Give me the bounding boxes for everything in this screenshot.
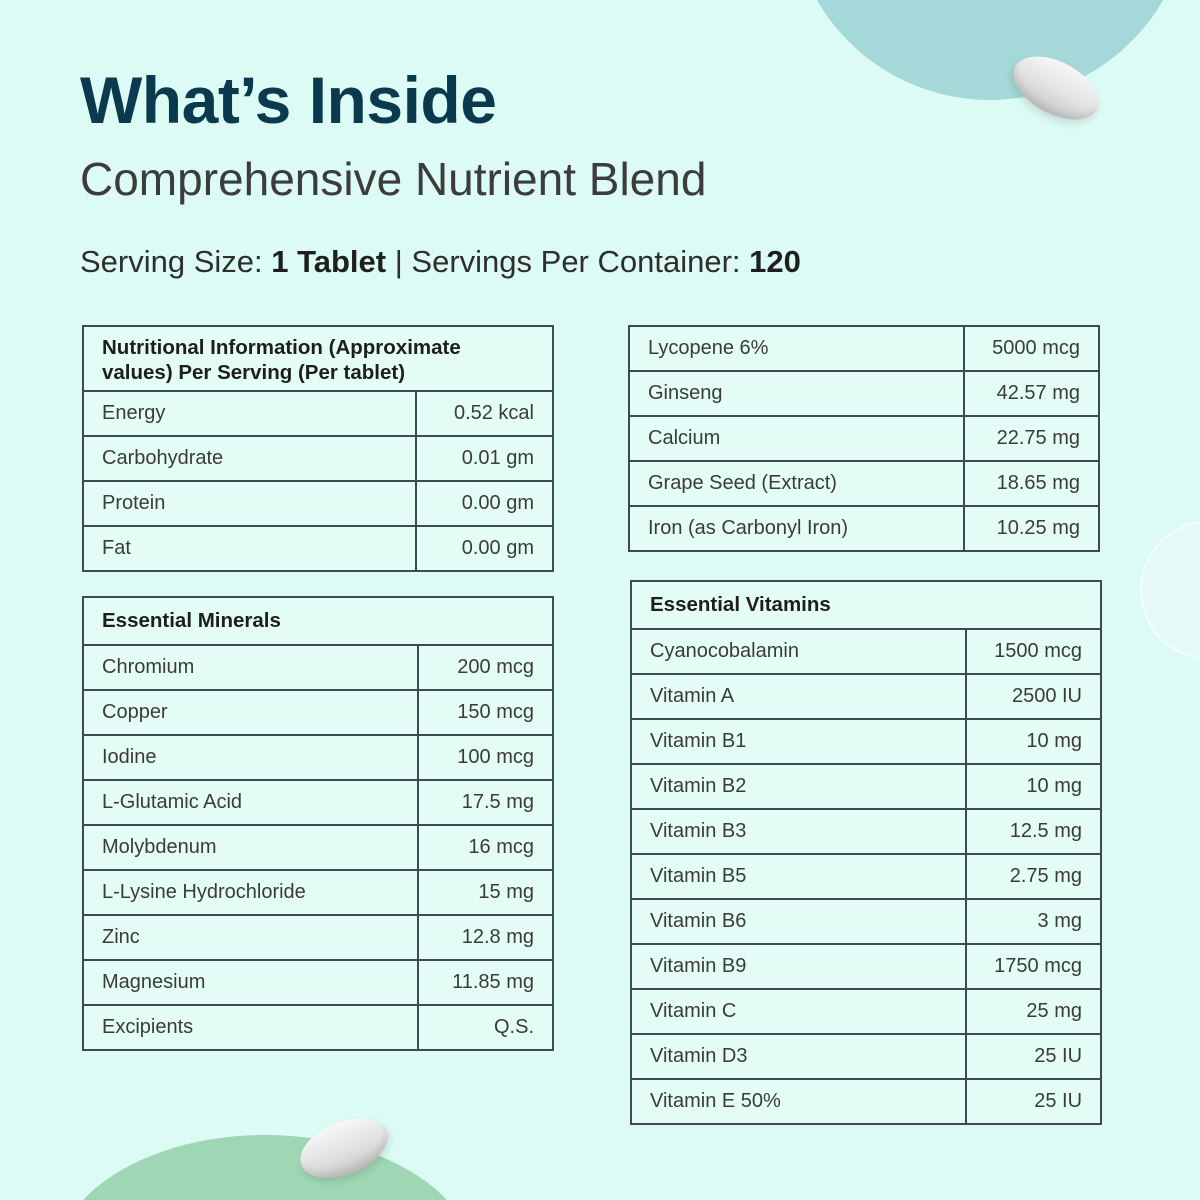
nutrient-name: Vitamin B5 bbox=[631, 854, 966, 899]
nutrition-table bbox=[82, 325, 554, 572]
nutrient-name: Vitamin A bbox=[631, 674, 966, 719]
table-row bbox=[83, 391, 553, 436]
nutrient-amount: 12.5 mg bbox=[966, 809, 1101, 854]
nutrient-amount: 2.75 mg bbox=[966, 854, 1101, 899]
serving-info bbox=[80, 244, 801, 280]
table-row bbox=[83, 870, 553, 915]
nutrient-amount: 1500 mcg bbox=[966, 629, 1101, 674]
nutrient-name: Molybdenum bbox=[83, 825, 418, 870]
nutrient-name: Vitamin B3 bbox=[631, 809, 966, 854]
nutrient-name: Vitamin C bbox=[631, 989, 966, 1034]
nutrient-amount: 10 mg bbox=[966, 764, 1101, 809]
nutrient-name: Carbohydrate bbox=[83, 436, 416, 481]
minerals-table-heading: Essential Minerals bbox=[83, 597, 553, 645]
nutrient-amount: 10.25 mg bbox=[964, 506, 1099, 551]
nutrient-amount: 25 IU bbox=[966, 1034, 1101, 1079]
table-row bbox=[631, 809, 1101, 854]
table-row bbox=[631, 854, 1101, 899]
table-row bbox=[631, 899, 1101, 944]
servings-per-container-value: 120 bbox=[749, 244, 801, 279]
table-row bbox=[629, 371, 1099, 416]
nutrient-name: Iodine bbox=[83, 735, 418, 780]
nutrient-amount: Q.S. bbox=[418, 1005, 553, 1050]
nutrient-amount: 1750 mcg bbox=[966, 944, 1101, 989]
table-row bbox=[631, 674, 1101, 719]
table-row bbox=[83, 526, 553, 571]
nutrient-amount: 5000 mcg bbox=[964, 326, 1099, 371]
vitamins-table-heading: Essential Vitamins bbox=[631, 581, 1101, 629]
nutrient-amount: 150 mcg bbox=[418, 690, 553, 735]
nutrient-name: Vitamin B2 bbox=[631, 764, 966, 809]
nutrient-amount: 0.00 gm bbox=[416, 526, 553, 571]
nutrient-name: Excipients bbox=[83, 1005, 418, 1050]
nutrient-amount: 0.52 kcal bbox=[416, 391, 553, 436]
nutrient-name: Vitamin B6 bbox=[631, 899, 966, 944]
table-row bbox=[83, 690, 553, 735]
minerals-table bbox=[82, 596, 554, 1051]
table-row bbox=[83, 1005, 553, 1050]
decorative-bubble-top bbox=[790, 0, 1190, 100]
nutrient-name: Vitamin B9 bbox=[631, 944, 966, 989]
nutrient-name: Protein bbox=[83, 481, 416, 526]
nutrient-name: Cyanocobalamin bbox=[631, 629, 966, 674]
serving-size-label: Serving Size: bbox=[80, 244, 263, 279]
table-row bbox=[629, 506, 1099, 551]
nutrient-amount: 16 mcg bbox=[418, 825, 553, 870]
nutrient-amount: 42.57 mg bbox=[964, 371, 1099, 416]
nutrient-amount: 2500 IU bbox=[966, 674, 1101, 719]
table-row bbox=[83, 960, 553, 1005]
nutrient-name: Fat bbox=[83, 526, 416, 571]
decorative-bubble-right bbox=[1140, 520, 1200, 660]
table-row bbox=[83, 645, 553, 690]
page-subtitle: Comprehensive Nutrient Blend bbox=[80, 153, 707, 205]
nutrient-name: Ginseng bbox=[629, 371, 964, 416]
nutrient-amount: 3 mg bbox=[966, 899, 1101, 944]
nutrient-name: Lycopene 6% bbox=[629, 326, 964, 371]
nutrient-amount: 18.65 mg bbox=[964, 461, 1099, 506]
table-row bbox=[83, 481, 553, 526]
nutrient-name: L-Glutamic Acid bbox=[83, 780, 418, 825]
nutrient-amount: 25 IU bbox=[966, 1079, 1101, 1124]
nutrient-amount: 10 mg bbox=[966, 719, 1101, 764]
nutrient-amount: 25 mg bbox=[966, 989, 1101, 1034]
nutrient-amount: 100 mcg bbox=[418, 735, 553, 780]
table-row bbox=[631, 989, 1101, 1034]
nutrient-amount: 200 mcg bbox=[418, 645, 553, 690]
decorative-bubble-bottom bbox=[55, 1135, 475, 1200]
nutrient-amount: 17.5 mg bbox=[418, 780, 553, 825]
nutrition-table-heading: Nutritional Information (Approximate values) Per Serving (Per tablet) bbox=[83, 326, 553, 391]
serving-size-value: 1 Tablet bbox=[271, 244, 387, 279]
extracts-table bbox=[628, 325, 1100, 552]
table-row bbox=[83, 825, 553, 870]
table-row bbox=[83, 780, 553, 825]
table-row bbox=[83, 915, 553, 960]
nutrient-name: Vitamin E 50% bbox=[631, 1079, 966, 1124]
table-row bbox=[629, 326, 1099, 371]
vitamins-table bbox=[630, 580, 1102, 1125]
nutrient-name: Copper bbox=[83, 690, 418, 735]
nutrient-name: Energy bbox=[83, 391, 416, 436]
table-row bbox=[83, 735, 553, 780]
table-row bbox=[631, 1079, 1101, 1124]
nutrient-amount: 0.01 gm bbox=[416, 436, 553, 481]
nutrient-name: Magnesium bbox=[83, 960, 418, 1005]
table-row bbox=[629, 461, 1099, 506]
table-row bbox=[631, 629, 1101, 674]
nutrient-name: Iron (as Carbonyl Iron) bbox=[629, 506, 964, 551]
table-row bbox=[83, 436, 553, 481]
serving-separator: | bbox=[394, 244, 403, 279]
nutrient-name: Vitamin D3 bbox=[631, 1034, 966, 1079]
servings-per-container-label: Servings Per Container: bbox=[411, 244, 741, 279]
table-row bbox=[631, 719, 1101, 764]
page-title: What’s Inside bbox=[80, 63, 497, 137]
table-row bbox=[631, 944, 1101, 989]
nutrient-amount: 12.8 mg bbox=[418, 915, 553, 960]
nutrient-name: Zinc bbox=[83, 915, 418, 960]
nutrient-name: Vitamin B1 bbox=[631, 719, 966, 764]
nutrient-amount: 11.85 mg bbox=[418, 960, 553, 1005]
table-row bbox=[629, 416, 1099, 461]
nutrient-amount: 15 mg bbox=[418, 870, 553, 915]
nutrient-name: Calcium bbox=[629, 416, 964, 461]
nutrient-name: L-Lysine Hydrochloride bbox=[83, 870, 418, 915]
nutrient-amount: 0.00 gm bbox=[416, 481, 553, 526]
table-row bbox=[631, 764, 1101, 809]
nutrient-name: Grape Seed (Extract) bbox=[629, 461, 964, 506]
nutrient-amount: 22.75 mg bbox=[964, 416, 1099, 461]
table-row bbox=[631, 1034, 1101, 1079]
nutrient-name: Chromium bbox=[83, 645, 418, 690]
